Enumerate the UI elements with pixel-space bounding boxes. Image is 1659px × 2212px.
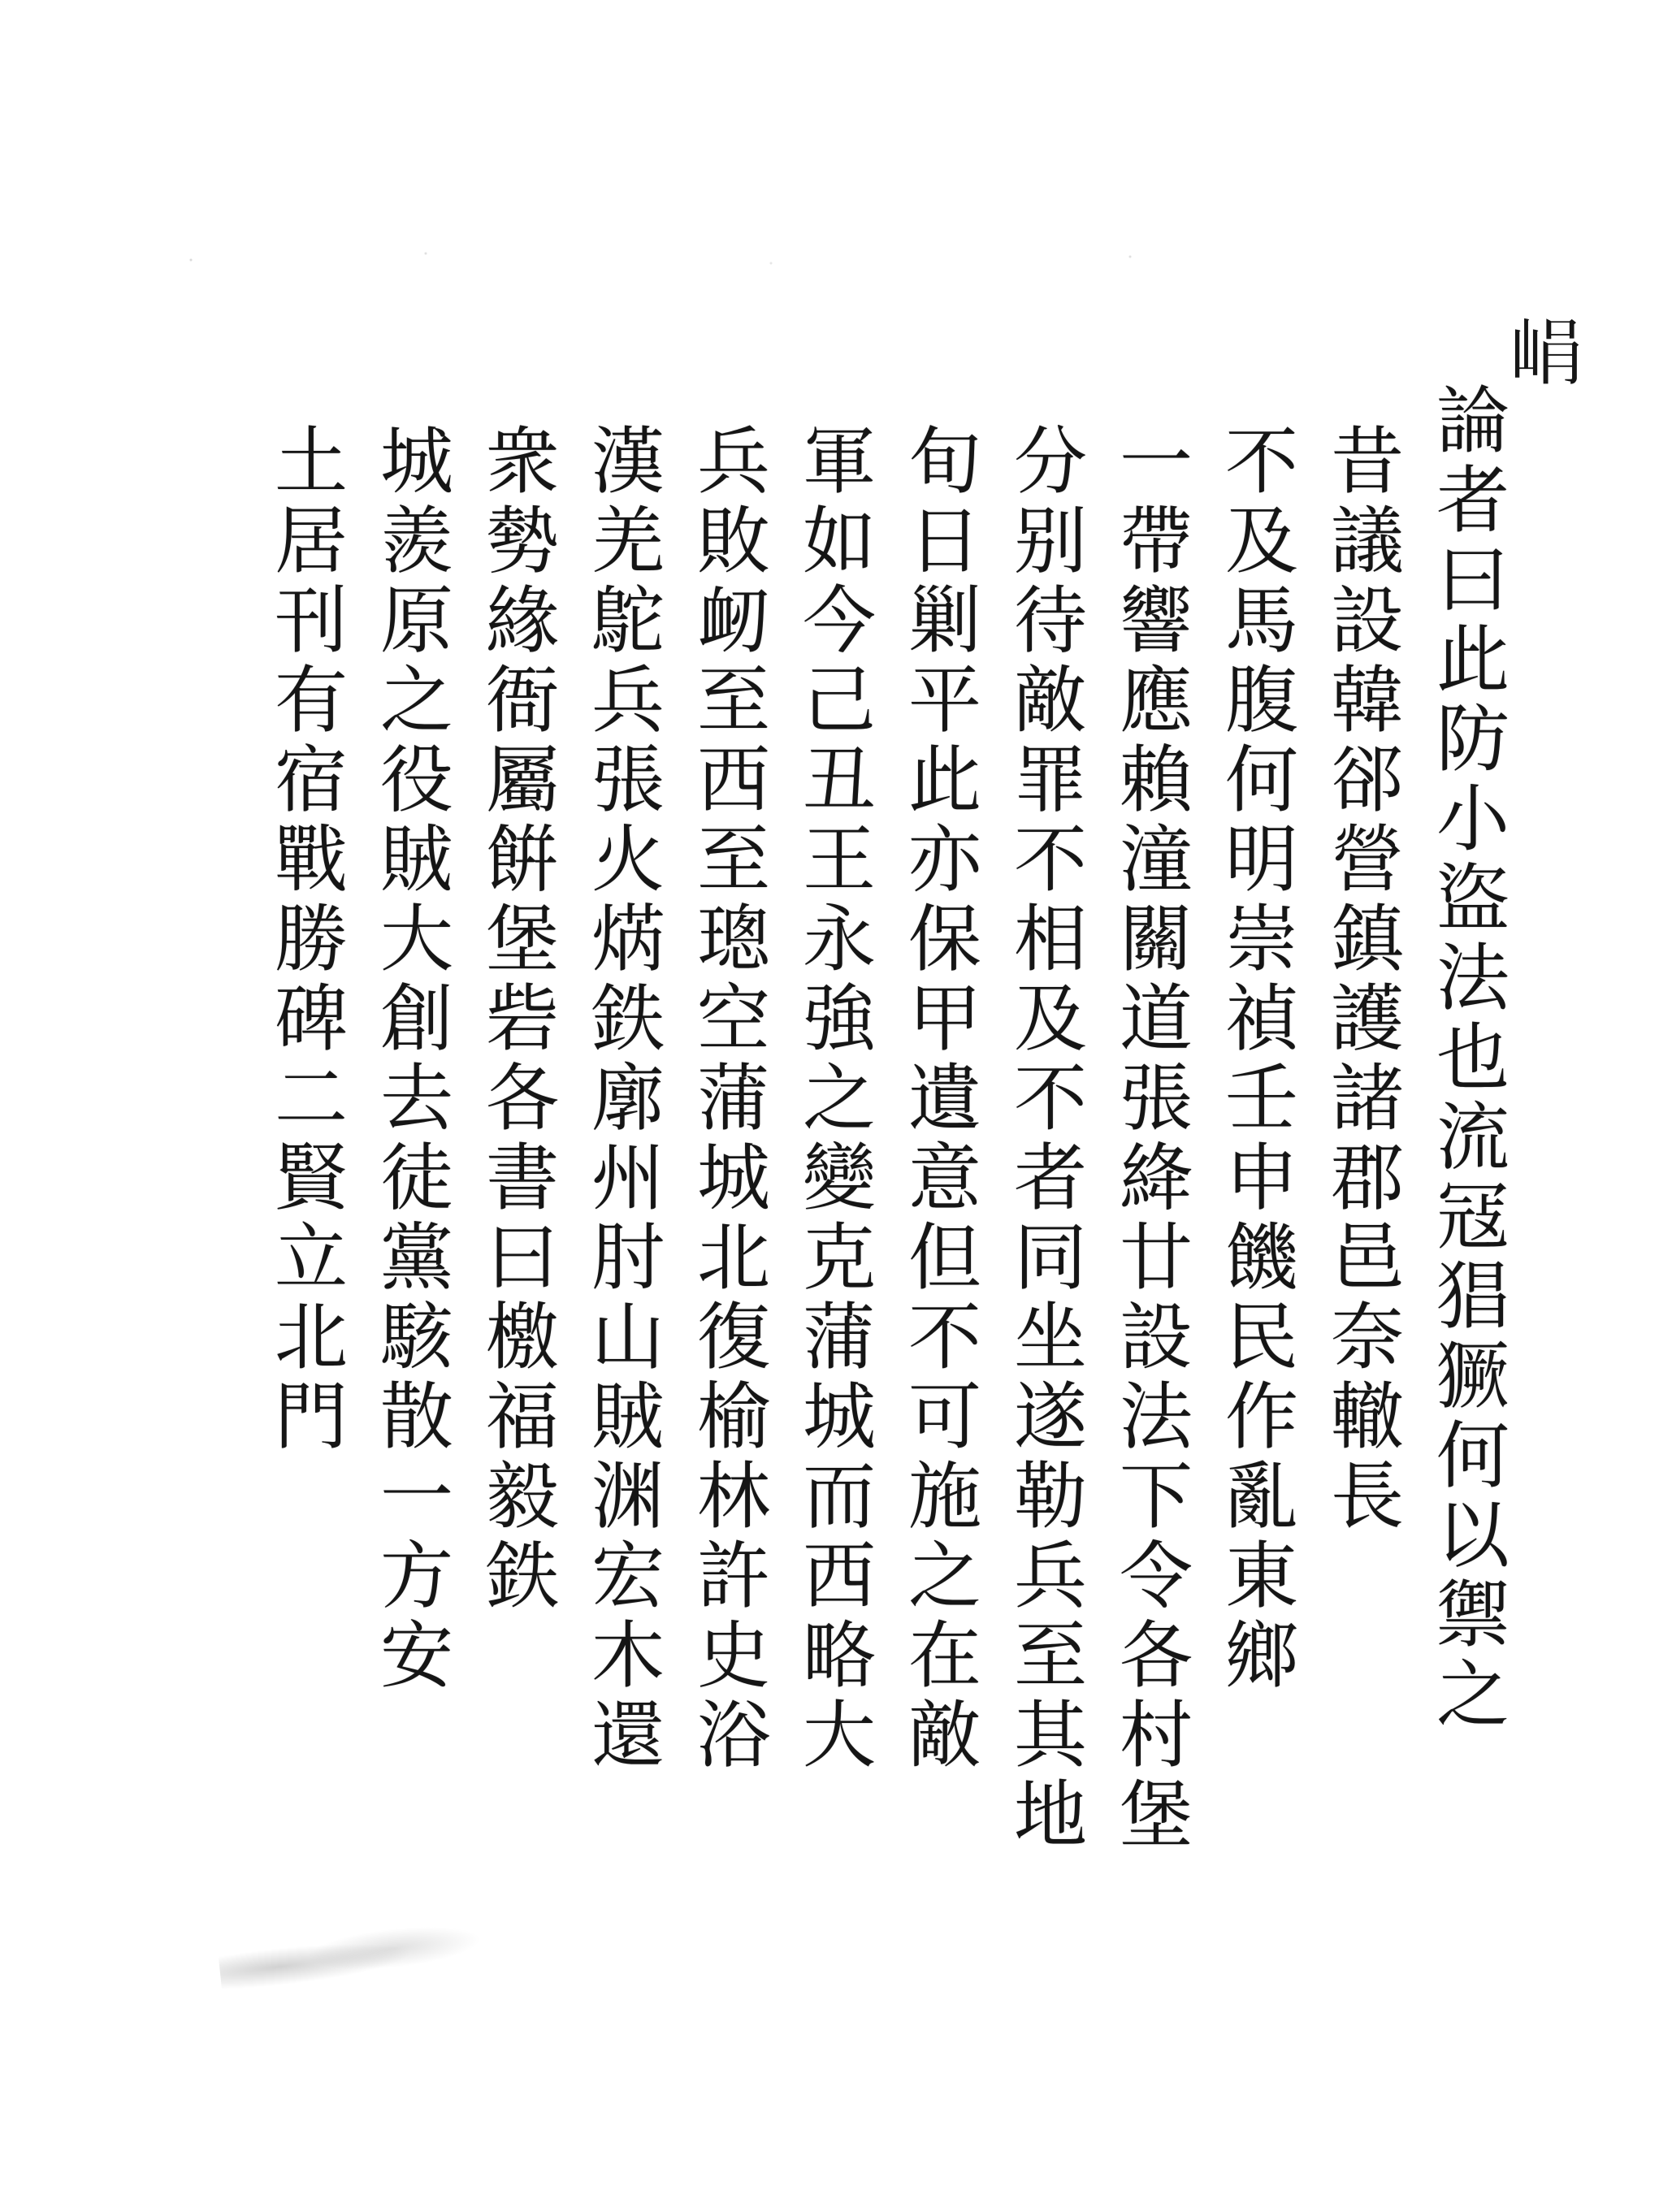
- text-column-6: 旬日剿平此亦保甲遺意但不可施之在敵: [895, 422, 981, 1776]
- scan-noise: [122, 244, 1503, 276]
- text-column-2: 昔議設韓郤營鎮護諸郡邑奈轍長: [1318, 422, 1403, 1537]
- text-column-8: 兵敗衂至西至璁空蒲城北復榆林許史浴: [684, 422, 769, 1776]
- text-column-7: 軍如今己丑王永強之變克蒲城而西略大: [790, 422, 875, 1776]
- text-column-12: 土居刊有宿戰勝碑二賢立北門: [262, 422, 347, 1457]
- text-column-4: 一帶響應賴潼關道張絳廿設法下令各村堡: [1107, 422, 1192, 1855]
- text-column-10: 衆勢緣衙屬餠堡砦各書曰檄福毅鉄: [473, 422, 558, 1617]
- text-column-11: 城羨原之役賊大創去徒黨駭散一方安: [367, 422, 453, 1696]
- text-column-9: 漢羌鴕兵張火焫鉄廓州肘山賊渊宏木還: [578, 422, 664, 1776]
- text-column-3: 不及馬腹何明崇禎壬申饑民作亂東鄉: [1212, 422, 1297, 1696]
- text-column-5: 分别待敵罪不相及不者同坐遂勒兵至其地: [1001, 422, 1086, 1855]
- margin-mark: 𡷡: [1501, 313, 1588, 387]
- text-column-1: 論者曰此防小盜法也流冦猖獗何以禦之: [1423, 382, 1509, 1735]
